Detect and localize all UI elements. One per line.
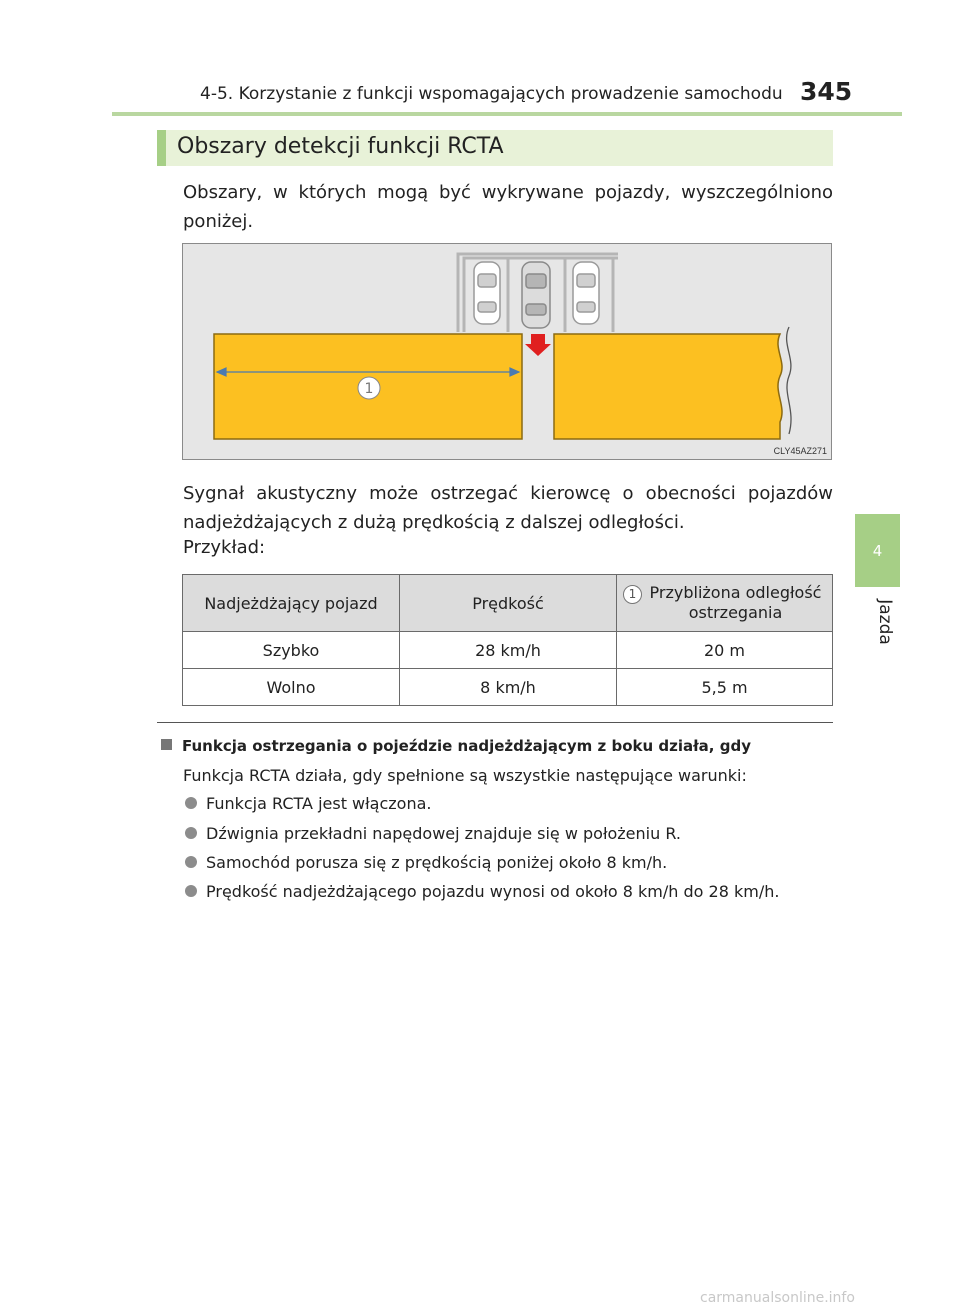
section-title: Obszary detekcji funkcji RCTA [177,134,504,159]
chapter-tab [855,514,900,587]
running-header: 4-5. Korzystanie z funkcji wspomagających prowadzenie samochodu [200,84,783,104]
cell-vehicle: Szybko [183,632,400,669]
square-bullet-icon [161,739,172,750]
detection-area-figure [182,243,832,460]
cell-vehicle: Wolno [183,669,400,706]
parked-car-left [474,262,500,324]
warning-paragraph: Sygnał akustyczny może ostrzegać kierowcę o obecności pojazdów nadjeżdżających z dużą prędkością z dalszej odległości. [183,483,833,533]
conditions-intro: Funkcja RCTA działa, gdy spełnione są wszystkie następujące warunki: [183,766,747,785]
list-item [185,882,779,901]
bullet-dot-icon [185,856,197,868]
bullet-dot-icon [185,797,197,809]
reverse-direction-arrow [525,334,551,356]
detection-zone-right [554,334,782,439]
conditions-heading [161,737,751,755]
cell-distance: 5,5 m [617,669,833,706]
header-vehicle: Nadjeżdżający pojazd [183,575,400,632]
list-item [185,824,681,843]
header-speed: Prędkość [400,575,617,632]
table-row [183,632,833,669]
header-callout: 1 [623,585,642,604]
intro-paragraph: Obszary, w których mogą być wykrywane pojazdy, wyszczególniono poniżej. [183,182,833,232]
section-divider [157,722,833,723]
chapter-label: Jazda [874,599,895,645]
warning-distance-table [182,574,833,706]
continuation-wave [787,327,791,434]
callout-number: 1 [364,381,374,397]
parked-car-right [573,262,599,324]
list-item-text: Samochód porusza się z prędkością poniżej około 8 km/h. [206,853,668,872]
chapter-number: 4 [872,542,883,560]
chapter-label-box [855,590,900,650]
section-title-bar [157,130,833,166]
title-accent [157,130,166,166]
table-header-row [183,575,833,632]
cell-speed: 8 km/h [400,669,617,706]
list-item [185,794,432,813]
list-item [185,853,667,872]
cell-distance: 20 m [617,632,833,669]
list-item-text: Dźwignia przekładni napędowej znajduje się w położeniu R. [206,824,681,843]
conditions-heading-text: Funkcja ostrzegania o pojeździe nadjeżdżającym z boku działa, gdy [182,737,751,755]
watermark: carmanualsonline.info [700,1290,855,1306]
bullet-dot-icon [185,827,197,839]
example-label: Przykład: [183,537,266,558]
reversing-car [522,262,550,328]
header-distance-label: Przybliżona odległość ostrzegania [649,583,822,622]
header-rule [112,112,902,116]
page-number: 345 [800,77,853,106]
bullet-dot-icon [185,885,197,897]
figure-code: CLY45AZ271 [773,446,827,456]
header-distance [617,575,833,632]
list-item-text: Prędkość nadjeżdżającego pojazdu wynosi od około 8 km/h do 28 km/h. [206,882,780,901]
list-item-text: Funkcja RCTA jest włączona. [206,794,432,813]
cell-speed: 28 km/h [400,632,617,669]
detection-diagram [183,244,831,459]
table-row [183,669,833,706]
